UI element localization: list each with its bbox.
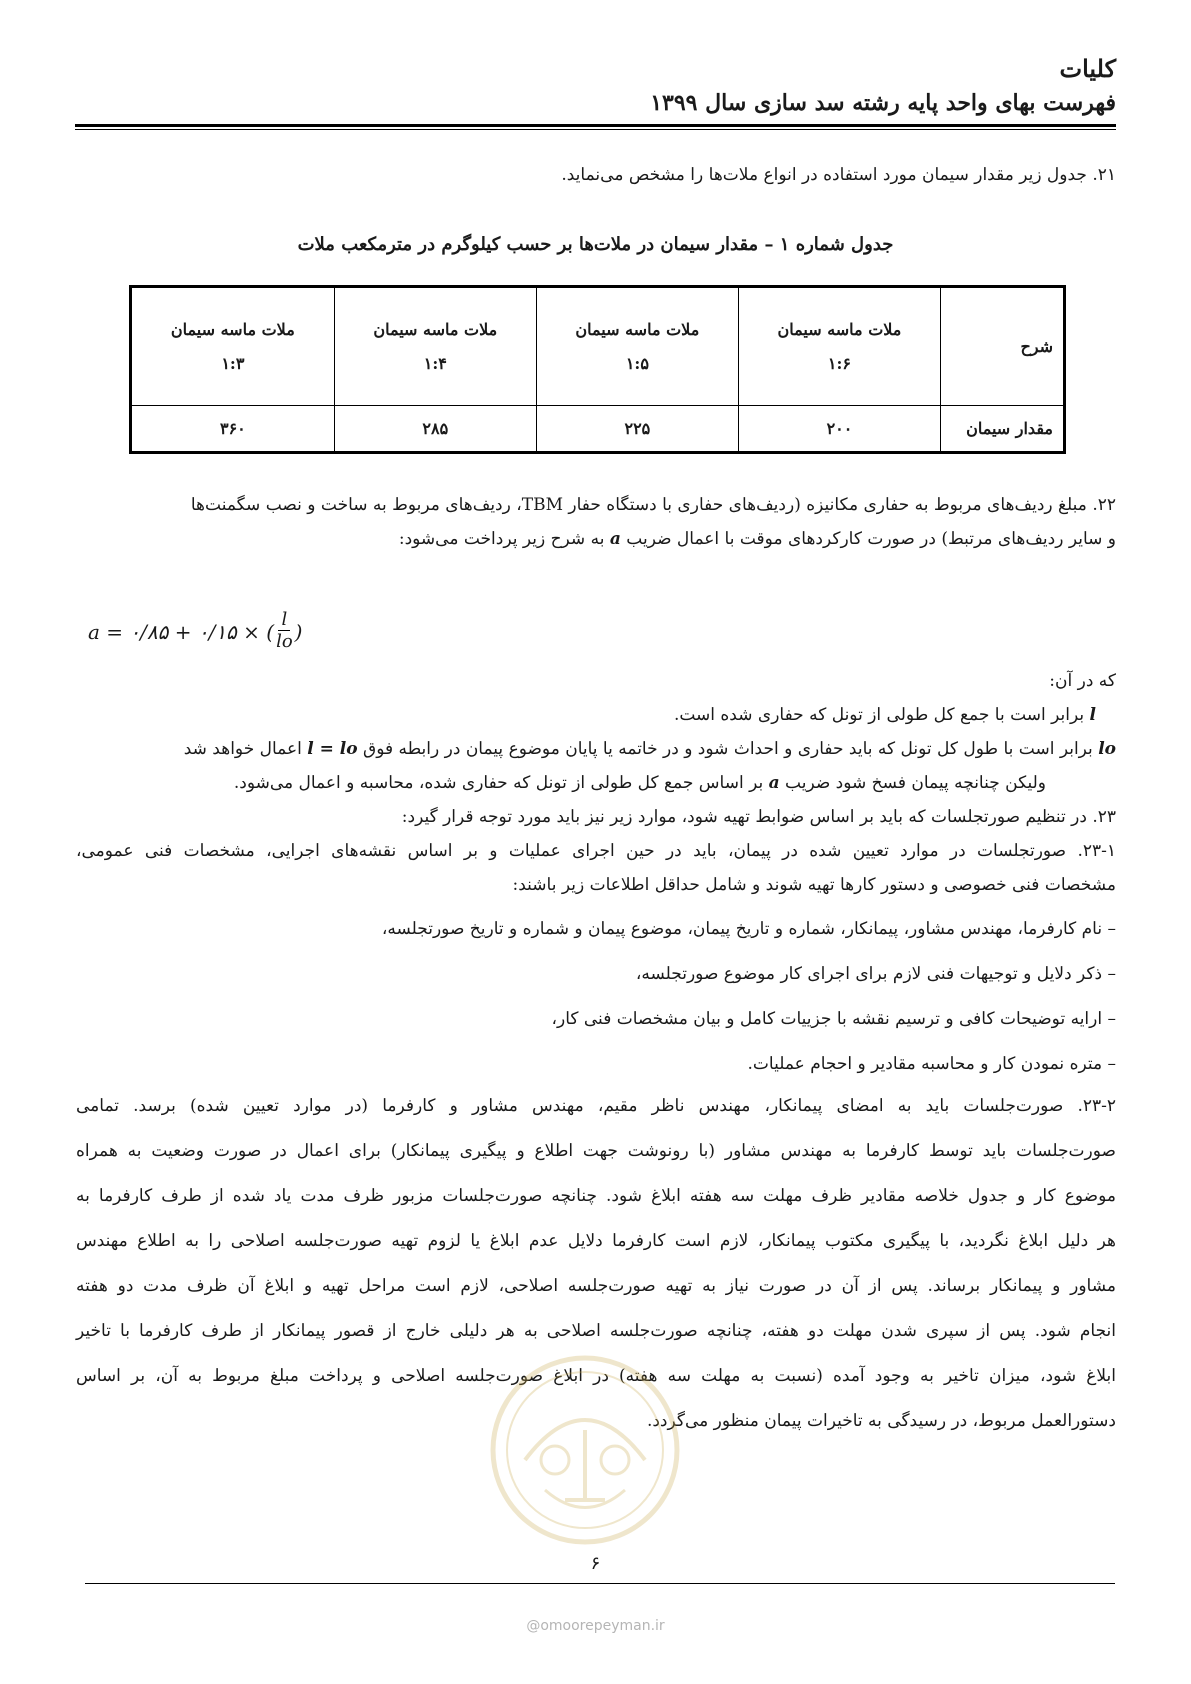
list-item: – نام کارفرما، مهندس مشاور، پیمانکار، شماره و تاریخ پیمان، موضوع پیمان و شماره و تاریخ صورتجلسه، [381,919,1116,939]
paragraph-23-2-last: دستورالعمل مربوط، در رسیدگی به تاخیرات پیمان منظور می‌گردد. [646,1411,1116,1431]
def-lo-continued: ولیکن چنانچه پیمان فسخ شود ضریب a بر اساس جمع کل طولی از تونل که حفاری شده، محاسبه و اعمال می‌شود. [233,773,1046,793]
paragraph-23-2-line: ابلاغ شود، میزان تاخیر به وجود آمده (نسبت به مهلت سه هفته) در ابلاغ صورت‌جلسه اصلاحی و پرداخت مبلغ مربوط به آن، بر اساس [76,1366,1116,1386]
list-item: – ذکر دلایل و توجیهات فنی لازم برای اجرای کار موضوع صورتجلسه، [635,964,1116,984]
coefficient-formula [88,610,302,653]
paragraph-22-line1: ۲۲. مبلغ ردیف‌های مربوط به حفاری مکانیزه (ردیف‌های حفاری با دستگاه حفار TBM، ردیف‌های مربوط به ساخت و نصب سگمنت‌ها [190,495,1116,515]
table-cell: ۲۲۵ [536,406,738,453]
header-rule-thick [75,124,1116,127]
website-watermark: @omoorepeyman.ir [526,1618,665,1634]
table-header-cell: ملات ماسه سیمان ۱:۳ [131,287,335,406]
paragraph-23-2-line: ۲۳-۲. صورت‌جلسات باید به امضای پیمانکار، مهندس ناظر مقیم، مهندس مشاور و کارفرما (در موارد تعیین شده) برسد. تمامی [76,1096,1116,1116]
table-header-cell: ملات ماسه سیمان ۱:۴ [334,287,536,406]
table-header-cell: ملات ماسه سیمان ۱:۶ [738,287,940,406]
cement-table [129,285,1066,454]
table-header-desc: شرح [941,287,1065,406]
table-cell: ۲۰۰ [738,406,940,453]
header-rule-thin [75,129,1116,130]
paragraph-23-intro: ۲۳. در تنظیم صورتجلسات که باید بر اساس ضوابط تهیه شود، موارد زیر نیز باید مورد توجه قرار گیرد: [401,807,1116,827]
formula-fraction: $\frac{l}{lo}$ [276,609,293,652]
formula-close: ) [294,619,303,644]
paragraph-22 [76,488,1116,556]
watermark-seal-icon [485,1350,685,1550]
def-l: l برابر است با جمع کل طولی از تونل که حفاری شده است. [673,705,1096,725]
def-lo: lo برابر است با طول کل تونل که باید حفاری و احداث شود و در خاتمه یا پایان موضوع پیمان در رابطه فوق l = lo اعمال خواهد شد [183,739,1116,759]
table-caption: جدول شماره ۱ – مقدار سیمان در ملات‌ها بر حسب کیلوگرم در مترمکعب ملات [297,234,894,255]
paragraph-23-1-line1: ۲۳-۱. صورتجلسات در موارد تعیین شده در پیمان، باید در حین اجرای عملیات و بر اساس نقشه‌های اجرایی، مشخصات فنی عمومی، [76,841,1116,861]
paragraph-23-2-line: هر دلیل ابلاغ نگردید، با پیگیری مکتوب پیمانکار، لازم است کارفرما دلایل عدم ابلاغ یا لزوم تهیه صورت‌جلسه اصلاحی را به اطلاع مهندس [76,1231,1116,1251]
paragraph-22-line2: و سایر ردیف‌های مرتبط) در صورت کارکردهای موقت با اعمال ضریب a به شرح زیر پرداخت می‌شود: [398,529,1116,549]
paragraph-23-2-line: صورت‌جلسات باید توسط کارفرما به مهندس مشاور (با رونوشت جهت اطلاع و پیگیری پیمانکار) برای اعمال در صورت وضعیت به همراه [76,1141,1116,1161]
page-header [76,52,1116,120]
table-cell: ۳۶۰ [131,406,335,453]
paragraph-23-1-line2: مشخصات فنی خصوصی و دستور کارها تهیه شوند و شامل حداقل اطلاعات زیر باشند: [512,875,1116,895]
paragraph-23-2-line: انجام شود. پس از سپری شدن مهلت دو هفته، چنانچه صورت‌جلسه اصلاحی به هر دلیلی خارج از قصور پیمانکار از طرف کارفرما با تاخیر [76,1321,1116,1341]
header-subtitle: فهرست بهای واحد پایه رشته سد سازی سال ۱۳۹۹ [650,90,1116,116]
main-body [76,664,1116,1438]
page-number: ۶ [590,1553,601,1574]
table-cell: ۲۸۵ [334,406,536,453]
table-header-row [131,287,1065,406]
formula-lhs: a = ۰/۸۵ + ۰/۱۵ × ( [88,619,275,644]
footer-rule [85,1583,1115,1584]
list-item: – متره نمودن کار و محاسبه مقادیر و احجام عملیات. [747,1054,1116,1074]
paragraph-23-2-line: موضوع کار و جدول خلاصه مقادیر ظرف مهلت سه هفته ابلاغ شود. چنانچه صورت‌جلسات مزبور ظرف مدت یاد شده از طرف کارفرما به [76,1186,1116,1206]
header-title: کلیات [1059,54,1116,83]
table-row-label: مقدار سیمان [941,406,1065,453]
defs-intro: که در آن: [1049,671,1116,691]
paragraph-23-2-line: مشاور و پیمانکار برساند. پس از آن در صورت نیاز به تهیه صورت‌جلسه اصلاحی، لازم است مراحل تهیه و ابلاغ آن ظرف مدت دو هفته [76,1276,1116,1296]
paragraph-21: ۲۱. جدول زیر مقدار سیمان مورد استفاده در انواع ملات‌ها را مشخص می‌نماید. [561,165,1116,185]
list-item: – ارایه توضیحات کافی و ترسیم نقشه با جزییات کامل و بیان مشخصات فنی کار، [551,1009,1116,1029]
table-row [131,406,1065,453]
table-header-cell: ملات ماسه سیمان ۱:۵ [536,287,738,406]
